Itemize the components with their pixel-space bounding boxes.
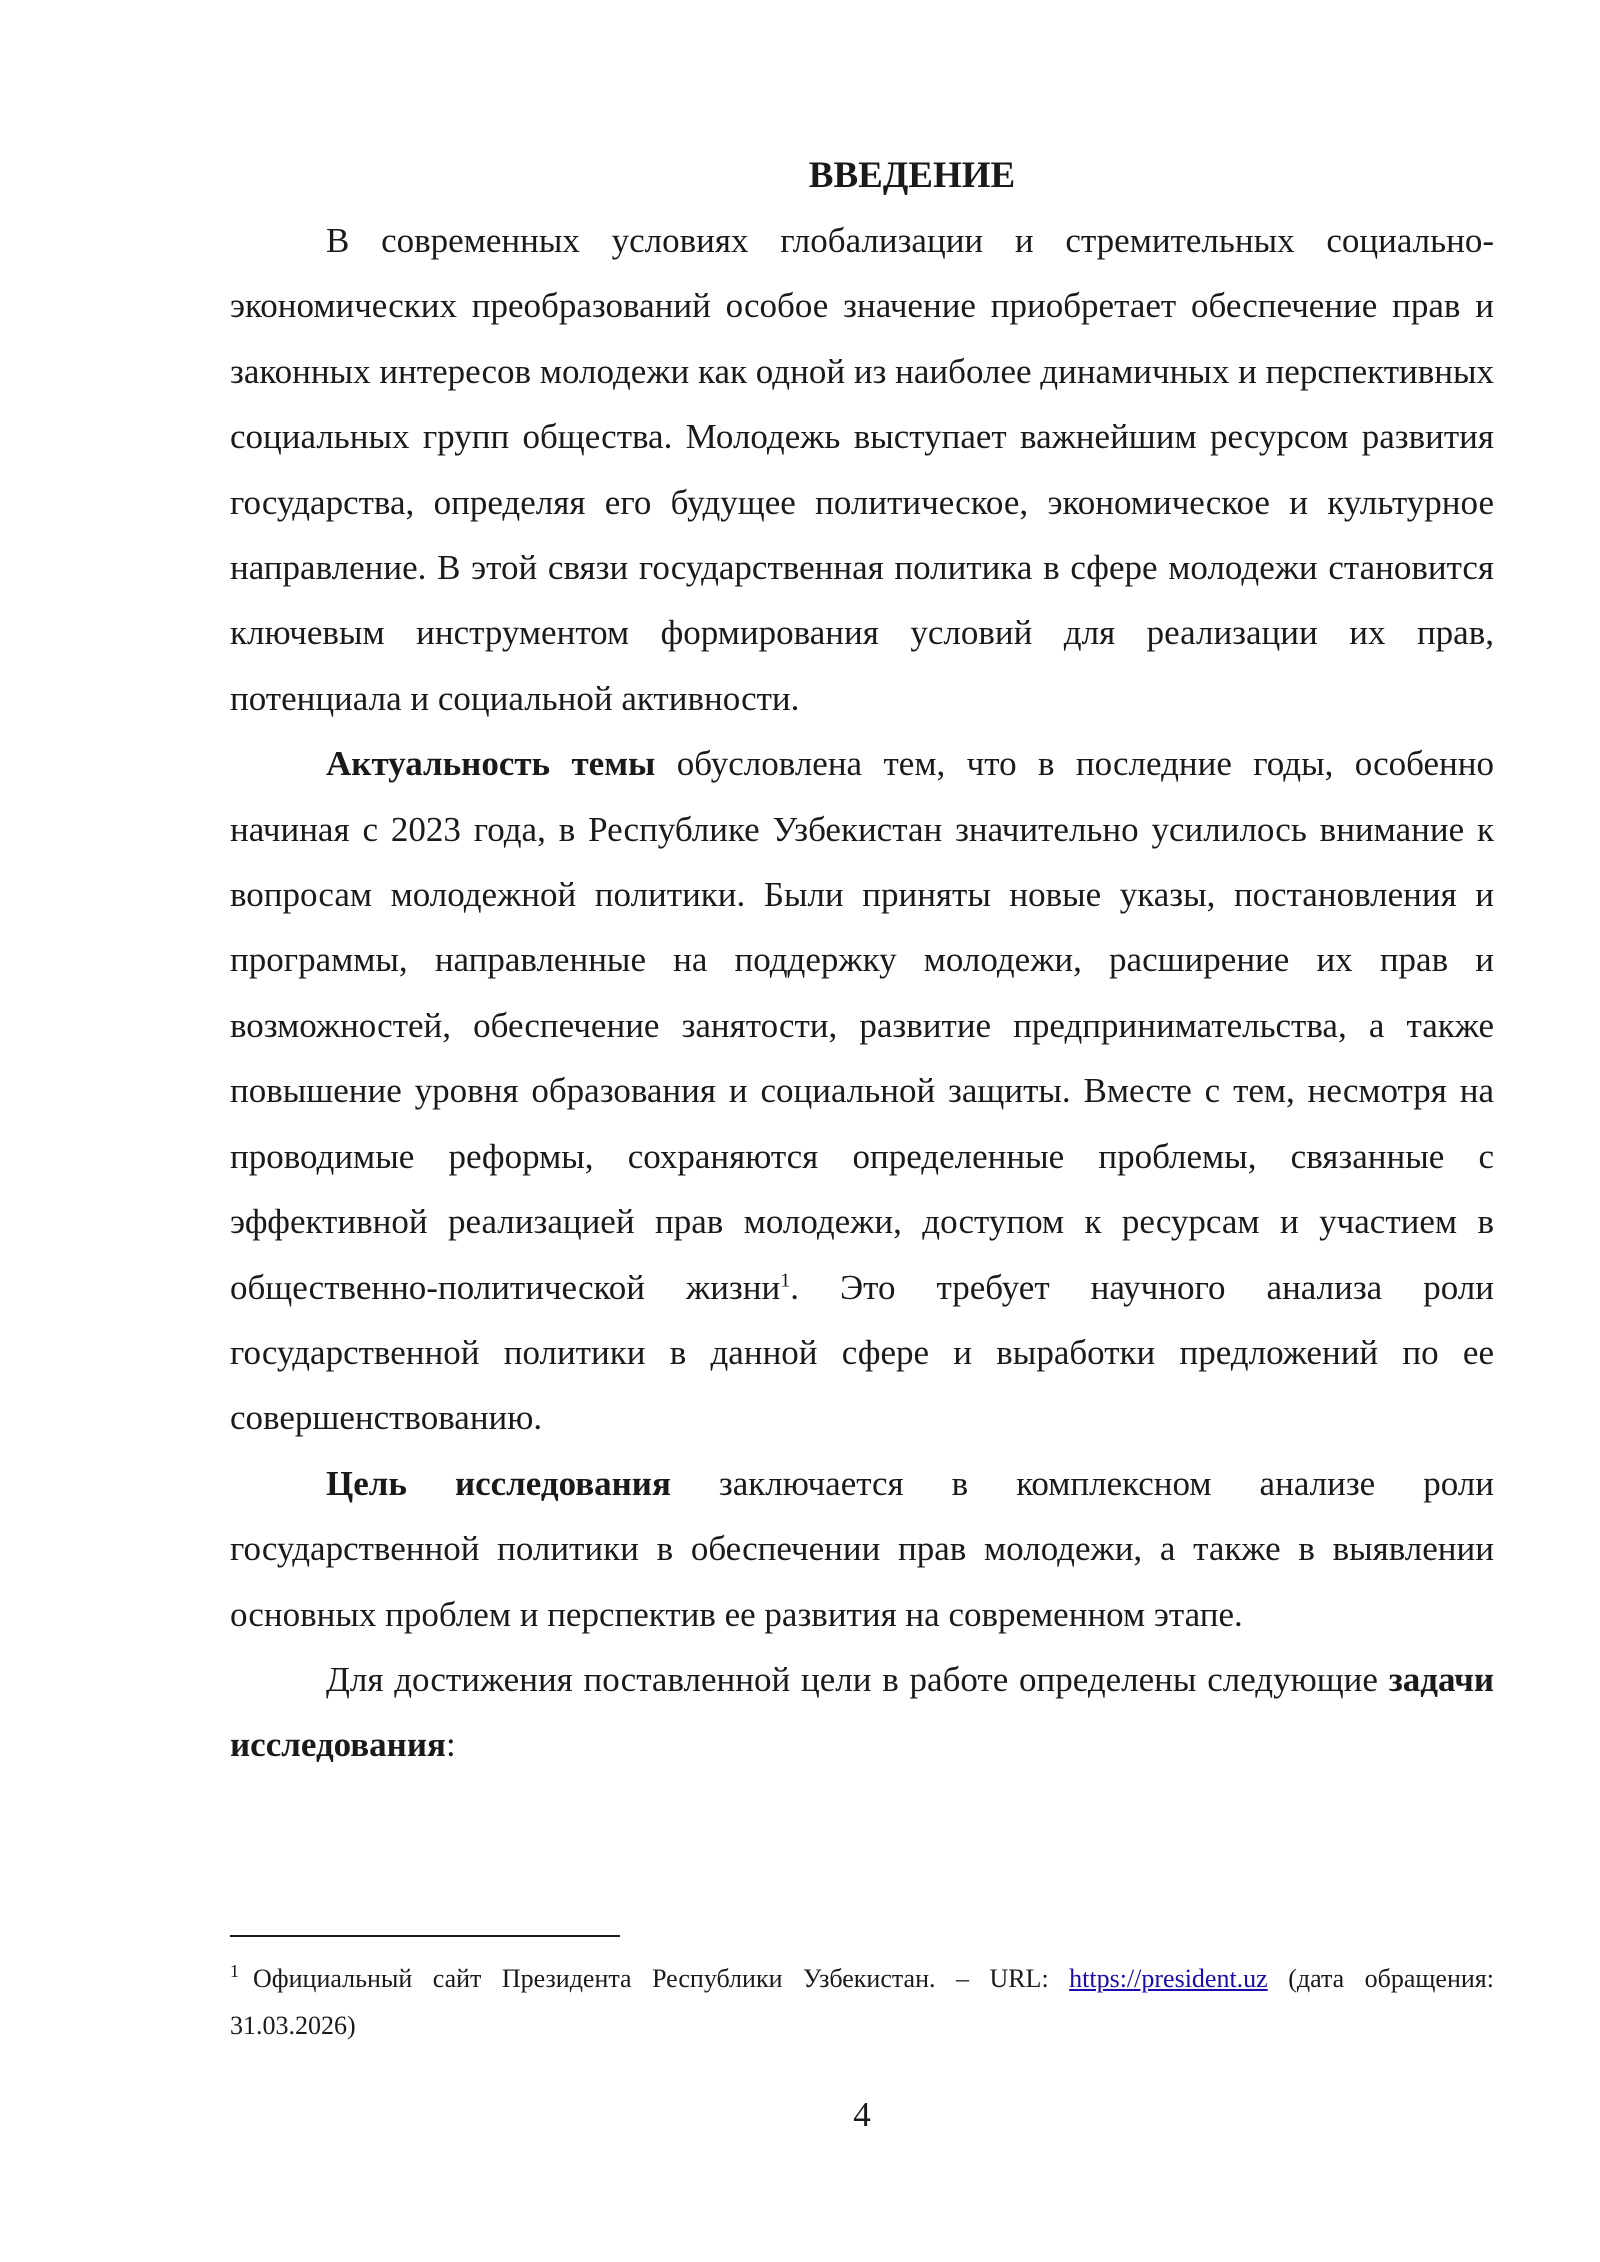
relevance-text-a: обусловлена тем, что в последние годы, особенно начиная с 2023 года, в Республике Узбекистан значительно усилилось внимание к вопросам молодежной политики. Были приняты новые указы, постановления и программы, направленные на поддержку молодежи, расширение их прав и возможностей, обеспечение занятости, развитие предпринимательства, а также повышение уровня образования и социальной защиты. Вместе с тем, несмотря на проводимые реформы, сохраняются определенные проблемы, связанные с эффективной реализацией прав молодежи, доступом к ресурсам и участием в общественно-политической жизни bbox=[230, 744, 1494, 1307]
footnote-separator bbox=[230, 1935, 620, 1937]
relevance-heading: Актуальность темы bbox=[326, 744, 656, 784]
paragraph-goal bbox=[230, 1451, 1494, 1647]
relevance-text-b: . Это требует научного анализа роли государственной политики в данной сфере и выработки предложений по ее совершенствованию. bbox=[230, 1267, 1494, 1438]
page-number: 4 bbox=[853, 2095, 871, 2134]
page-title: ВВЕДЕНИЕ bbox=[808, 155, 1016, 196]
paragraph-tasks bbox=[230, 1647, 1494, 1778]
tasks-heading: задачи исследования bbox=[230, 1659, 1494, 1765]
footnote-reference[interactable]: 1 bbox=[780, 1268, 791, 1291]
footnote bbox=[230, 1955, 1494, 2049]
footnote-text-before: Официальный сайт Президента Республики Узбекистан. – URL: bbox=[253, 1964, 1070, 1993]
goal-heading: Цель исследования bbox=[326, 1463, 671, 1503]
footnote-link[interactable]: https://president.uz bbox=[1069, 1964, 1268, 1993]
goal-text: заключается в комплексном анализе роли государственной политики в обеспечении прав молодежи, а также в выявлении основных проблем и перспектив ее развития на современном этапе. bbox=[230, 1463, 1494, 1634]
tasks-colon: : bbox=[445, 1725, 456, 1765]
paragraph-intro bbox=[230, 208, 1494, 731]
footnote-number: 1 bbox=[230, 1961, 239, 1982]
footnote-text-after: (дата обращения: 31.03.2026) bbox=[230, 1964, 1494, 2040]
paragraph-intro-text: В современных условиях глобализации и стремительных социально-экономических преобразований особое значение приобретает обеспечение прав и законных интересов молодежи как одной из наиболее динамичных и перспективных социальных групп общества. Молодежь выступает важнейшим ресурсом развития государства, определяя его будущее политическое, экономическое и культурное направление. В этой связи государственная политика в сфере молодежи становится ключевым инструментом формирования условий для реализации их прав, потенциала и социальной активности. bbox=[230, 221, 1494, 718]
document-body bbox=[230, 208, 1494, 1778]
paragraph-relevance bbox=[230, 731, 1494, 1450]
tasks-text: Для достижения поставленной цели в работе определены следующие bbox=[326, 1659, 1389, 1699]
